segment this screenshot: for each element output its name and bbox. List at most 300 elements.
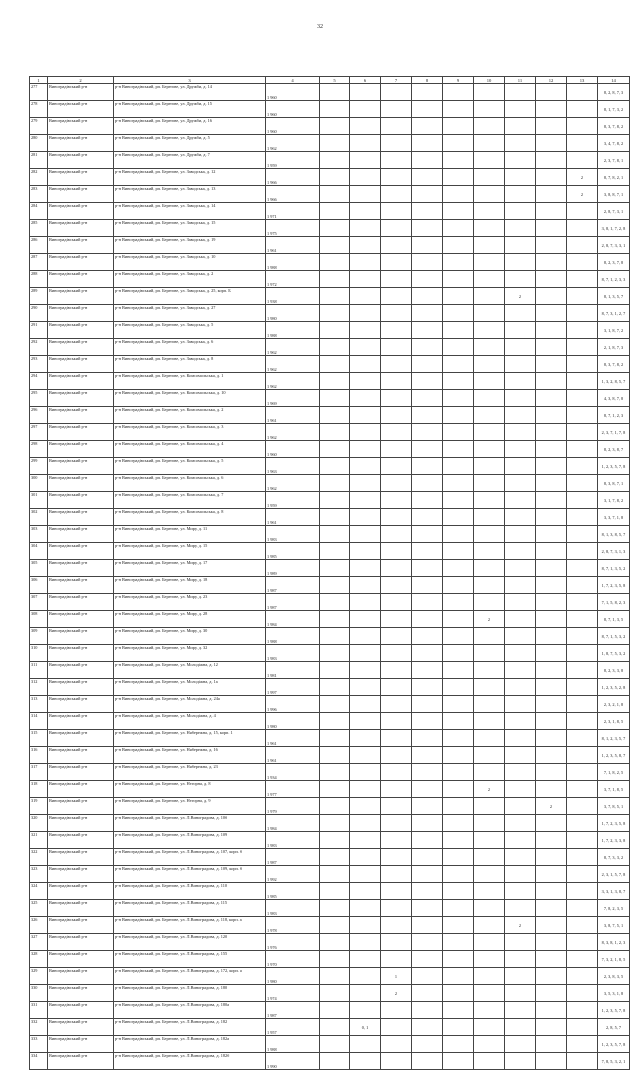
row-number: 328 xyxy=(30,951,48,968)
district-cell: Виноградівський р-н xyxy=(48,645,114,662)
col8-cell xyxy=(412,781,443,798)
col7-cell xyxy=(381,1002,412,1019)
row-number: 284 xyxy=(30,203,48,220)
col5-cell xyxy=(320,84,350,101)
col5-cell xyxy=(320,611,350,628)
district-cell: Виноградівський р-н xyxy=(48,832,114,849)
col7-cell xyxy=(381,815,412,832)
district-cell: Виноградівський р-н xyxy=(48,237,114,254)
col9-cell xyxy=(443,135,474,152)
col12-cell xyxy=(536,1019,567,1036)
year-cell: 1 992 xyxy=(266,866,320,883)
year-cell: 1 961 xyxy=(266,747,320,764)
table-row xyxy=(30,84,630,101)
code-cell: 8, 3, 8, 1, 2, 3 xyxy=(598,934,630,951)
col7-cell xyxy=(381,611,412,628)
col7-cell xyxy=(381,577,412,594)
row-number: 285 xyxy=(30,220,48,237)
table-row xyxy=(30,1002,630,1019)
col10-cell xyxy=(474,339,505,356)
code-cell: 1, 2, 3, 5, 7, 8 xyxy=(598,1036,630,1053)
col5-cell xyxy=(320,135,350,152)
col10-cell xyxy=(474,186,505,203)
row-number: 292 xyxy=(30,339,48,356)
year-cell: 1 987 xyxy=(266,594,320,611)
col8-cell xyxy=(412,339,443,356)
col12-cell xyxy=(536,220,567,237)
col13-cell xyxy=(567,322,598,339)
col9-cell xyxy=(443,390,474,407)
code-cell: 8, 1, 3, 5, 7 xyxy=(598,288,630,305)
col13-cell xyxy=(567,985,598,1002)
col10-cell xyxy=(474,764,505,781)
col5-cell xyxy=(320,679,350,696)
code-cell: 2, 1, 8, 7, 3 xyxy=(598,339,630,356)
col8-cell xyxy=(412,543,443,560)
col9-cell xyxy=(443,730,474,747)
col10-cell xyxy=(474,424,505,441)
col6-cell xyxy=(350,577,381,594)
address-cell: р-н Виноградівський, рп. Берегове, ул. Л.Виноградова, д. 107, корп. б xyxy=(114,849,266,866)
table-row xyxy=(30,543,630,560)
col11-cell xyxy=(505,305,536,322)
col12-cell xyxy=(536,662,567,679)
col9-cell xyxy=(443,186,474,203)
address-cell: р-н Виноградівський, рп. Берегове, ул. Л.Виноградова, д. 182б xyxy=(114,1053,266,1070)
code-cell: 2, 8, 7, 3, 3, 1 xyxy=(598,237,630,254)
code-cell: 3, 5, 3, 1, 8 xyxy=(598,985,630,1002)
year-cell: 1 985 xyxy=(266,883,320,900)
col8-cell xyxy=(412,424,443,441)
district-cell: Виноградівський р-н xyxy=(48,441,114,458)
col5-cell xyxy=(320,832,350,849)
col12-cell xyxy=(536,934,567,951)
year-cell: 1 988 xyxy=(266,322,320,339)
table-row xyxy=(30,492,630,509)
col10-cell xyxy=(474,985,505,1002)
col5-cell xyxy=(320,747,350,764)
code-cell: 3, 1, 8, 7, 2 xyxy=(598,322,630,339)
col8-cell xyxy=(412,594,443,611)
col10-cell xyxy=(474,560,505,577)
col13-cell xyxy=(567,645,598,662)
col5-cell xyxy=(320,1036,350,1053)
col8-cell xyxy=(412,951,443,968)
col11-cell xyxy=(505,118,536,135)
column-header-12: 12 xyxy=(536,77,567,84)
col6-cell xyxy=(350,747,381,764)
table-row xyxy=(30,526,630,543)
col5-cell xyxy=(320,560,350,577)
col9-cell xyxy=(443,203,474,220)
register-table xyxy=(29,76,630,1070)
col13-cell xyxy=(567,815,598,832)
code-cell: 7, 8, 5, 3, 2, 1 xyxy=(598,1053,630,1070)
year-cell: 1 966 xyxy=(266,186,320,203)
col13-cell xyxy=(567,662,598,679)
col6-cell xyxy=(350,373,381,390)
district-cell: Виноградівський р-н xyxy=(48,322,114,339)
col11-cell xyxy=(505,526,536,543)
col11-cell xyxy=(505,84,536,101)
col6-cell xyxy=(350,764,381,781)
col8-cell xyxy=(412,968,443,985)
col9-cell xyxy=(443,628,474,645)
address-cell: р-н Виноградівський, рп. Берегове, ул. Нєторна, д. 9 xyxy=(114,798,266,815)
col11-cell xyxy=(505,798,536,815)
col7-cell xyxy=(381,407,412,424)
col7-cell xyxy=(381,237,412,254)
year-cell: 1 971 xyxy=(266,203,320,220)
col10-cell xyxy=(474,798,505,815)
table-row xyxy=(30,679,630,696)
col6-cell xyxy=(350,492,381,509)
col11-cell xyxy=(505,832,536,849)
col10-cell xyxy=(474,407,505,424)
col12-cell xyxy=(536,373,567,390)
col12-cell xyxy=(536,730,567,747)
col13-cell xyxy=(567,883,598,900)
col7-cell xyxy=(381,696,412,713)
col7-cell xyxy=(381,1036,412,1053)
district-cell: Виноградівський р-н xyxy=(48,339,114,356)
col11-cell xyxy=(505,424,536,441)
col7-cell xyxy=(381,458,412,475)
year-cell: 1 980 xyxy=(266,713,320,730)
col10-cell xyxy=(474,645,505,662)
code-cell: 2, 3, 1, 5, 7, 8 xyxy=(598,866,630,883)
address-cell: р-н Виноградівський, рп. Берегове, ул. Л.Виноградова, д. 110 xyxy=(114,883,266,900)
col7-cell xyxy=(381,713,412,730)
col12-cell: 2 xyxy=(536,798,567,815)
table-row xyxy=(30,628,630,645)
col12-cell xyxy=(536,900,567,917)
code-cell: 8, 7, 1, 3, 5, 2 xyxy=(598,560,630,577)
col11-cell xyxy=(505,815,536,832)
col9-cell xyxy=(443,594,474,611)
table-row xyxy=(30,985,630,1002)
col12-cell xyxy=(536,305,567,322)
col13-cell xyxy=(567,849,598,866)
district-cell: Виноградівський р-н xyxy=(48,883,114,900)
code-cell: 1, 2, 3, 5, 7, 8 xyxy=(598,1002,630,1019)
table-row xyxy=(30,203,630,220)
district-cell: Виноградівський р-н xyxy=(48,373,114,390)
table-row xyxy=(30,1019,630,1036)
district-cell: Виноградівський р-н xyxy=(48,577,114,594)
address-cell: р-н Виноградівський, рп. Берегове, ул. Л.Виноградова, д. 118, корп. а xyxy=(114,917,266,934)
col7-cell xyxy=(381,305,412,322)
col5-cell xyxy=(320,101,350,118)
table-row xyxy=(30,118,630,135)
col10-cell xyxy=(474,1036,505,1053)
col12-cell xyxy=(536,815,567,832)
year-cell: 1 972 xyxy=(266,271,320,288)
col9-cell xyxy=(443,917,474,934)
row-number: 281 xyxy=(30,152,48,169)
district-cell: Виноградівський р-н xyxy=(48,815,114,832)
address-cell: р-н Виноградівський, рп. Берегове, ул. Дружби, д. 7 xyxy=(114,152,266,169)
col6-cell xyxy=(350,951,381,968)
col9-cell xyxy=(443,951,474,968)
col12-cell xyxy=(536,577,567,594)
code-cell: 8, 2, 8, 7, 3 xyxy=(598,84,630,101)
col5-cell xyxy=(320,849,350,866)
col12-cell xyxy=(536,509,567,526)
col7-cell xyxy=(381,424,412,441)
table-row xyxy=(30,594,630,611)
col6-cell xyxy=(350,220,381,237)
col13-cell: 2 xyxy=(567,186,598,203)
col6-cell xyxy=(350,713,381,730)
col8-cell xyxy=(412,220,443,237)
col6-cell xyxy=(350,1036,381,1053)
col12-cell xyxy=(536,645,567,662)
col8-cell xyxy=(412,237,443,254)
col5-cell xyxy=(320,645,350,662)
col11-cell xyxy=(505,934,536,951)
row-number: 293 xyxy=(30,356,48,373)
col9-cell xyxy=(443,101,474,118)
col5-cell xyxy=(320,934,350,951)
col9-cell xyxy=(443,373,474,390)
table-row xyxy=(30,1053,630,1070)
col7-cell xyxy=(381,951,412,968)
district-cell: Виноградівський р-н xyxy=(48,186,114,203)
column-header-6: 6 xyxy=(350,77,381,84)
col10-cell xyxy=(474,492,505,509)
col11-cell xyxy=(505,849,536,866)
col7-cell xyxy=(381,679,412,696)
col5-cell xyxy=(320,390,350,407)
row-number: 325 xyxy=(30,900,48,917)
row-number: 278 xyxy=(30,101,48,118)
col7-cell xyxy=(381,662,412,679)
address-cell: р-н Виноградівський, рп. Берегове, ул. Л.Виноградова, д. 115 xyxy=(114,900,266,917)
col13-cell xyxy=(567,203,598,220)
col13-cell xyxy=(567,458,598,475)
district-cell: Виноградівський р-н xyxy=(48,288,114,305)
code-cell: 3, 4, 7, 8, 2 xyxy=(598,135,630,152)
col9-cell xyxy=(443,1036,474,1053)
code-cell: 8, 3, 7, 8, 2 xyxy=(598,118,630,135)
col7-cell xyxy=(381,849,412,866)
district-cell: Виноградівський р-н xyxy=(48,713,114,730)
table-row xyxy=(30,1036,630,1053)
year-cell: 1 977 xyxy=(266,781,320,798)
address-cell: р-н Виноградівський, рп. Берегове, ул. Дружби, д. 16 xyxy=(114,118,266,135)
col9-cell xyxy=(443,577,474,594)
col12-cell xyxy=(536,560,567,577)
col12-cell xyxy=(536,594,567,611)
table-row xyxy=(30,322,630,339)
col6-cell xyxy=(350,288,381,305)
district-cell: Виноградівський р-н xyxy=(48,118,114,135)
district-cell: Виноградівський р-н xyxy=(48,305,114,322)
row-number: 304 xyxy=(30,543,48,560)
district-cell: Виноградівський р-н xyxy=(48,407,114,424)
col5-cell xyxy=(320,781,350,798)
col8-cell xyxy=(412,611,443,628)
col12-cell xyxy=(536,1036,567,1053)
code-cell: 8, 2, 3, 8, 7 xyxy=(598,441,630,458)
col8-cell xyxy=(412,441,443,458)
col5-cell xyxy=(320,373,350,390)
year-cell: 1 962 xyxy=(266,424,320,441)
col13-cell xyxy=(567,271,598,288)
col8-cell xyxy=(412,390,443,407)
col13-cell xyxy=(567,577,598,594)
col6-cell xyxy=(350,237,381,254)
column-header-9: 9 xyxy=(443,77,474,84)
col9-cell xyxy=(443,645,474,662)
year-cell: 1 983 xyxy=(266,526,320,543)
col6-cell xyxy=(350,645,381,662)
col5-cell xyxy=(320,628,350,645)
col13-cell xyxy=(567,968,598,985)
col13-cell xyxy=(567,84,598,101)
col8-cell xyxy=(412,713,443,730)
col6-cell xyxy=(350,475,381,492)
year-cell: 1 962 xyxy=(266,356,320,373)
row-number: 330 xyxy=(30,985,48,1002)
col7-cell xyxy=(381,152,412,169)
col10-cell xyxy=(474,1053,505,1070)
row-number: 306 xyxy=(30,577,48,594)
col9-cell xyxy=(443,271,474,288)
col9-cell xyxy=(443,543,474,560)
col5-cell xyxy=(320,662,350,679)
col11-cell xyxy=(505,475,536,492)
col9-cell xyxy=(443,220,474,237)
year-cell: 1 987 xyxy=(266,1002,320,1019)
col6-cell xyxy=(350,305,381,322)
col7-cell: 1 xyxy=(381,968,412,985)
col10-cell xyxy=(474,968,505,985)
col8-cell xyxy=(412,679,443,696)
table-row xyxy=(30,730,630,747)
code-cell: 2, 8, 5, 7 xyxy=(598,1019,630,1036)
col8-cell xyxy=(412,1036,443,1053)
address-cell: р-н Виноградівський, рп. Берегове, ул. Молодіжна, д. 1а xyxy=(114,679,266,696)
col6-cell xyxy=(350,152,381,169)
col7-cell xyxy=(381,747,412,764)
col8-cell xyxy=(412,866,443,883)
year-cell: 1 938 xyxy=(266,288,320,305)
table-row xyxy=(30,101,630,118)
col11-cell xyxy=(505,951,536,968)
col8-cell xyxy=(412,730,443,747)
col9-cell xyxy=(443,696,474,713)
col8-cell xyxy=(412,492,443,509)
table-row xyxy=(30,458,630,475)
col7-cell xyxy=(381,475,412,492)
col5-cell xyxy=(320,968,350,985)
row-number: 290 xyxy=(30,305,48,322)
address-cell: р-н Виноградівський, рп. Берегове, ул. Комсомольська, д. 7 xyxy=(114,492,266,509)
col7-cell xyxy=(381,101,412,118)
col6-cell xyxy=(350,611,381,628)
col13-cell xyxy=(567,356,598,373)
row-number: 282 xyxy=(30,169,48,186)
table-row xyxy=(30,849,630,866)
col12-cell xyxy=(536,747,567,764)
col6-cell xyxy=(350,407,381,424)
col9-cell xyxy=(443,798,474,815)
code-cell: 2, 3, 7, 8, 1 xyxy=(598,152,630,169)
col12-cell xyxy=(536,543,567,560)
district-cell: Виноградівський р-н xyxy=(48,526,114,543)
table-row xyxy=(30,169,630,186)
table-row xyxy=(30,288,630,305)
row-number: 313 xyxy=(30,696,48,713)
year-cell: 1 983 xyxy=(266,900,320,917)
address-cell: р-н Виноградівський, рп. Берегове, ул. Миру, д. 23 xyxy=(114,594,266,611)
district-cell: Виноградівський р-н xyxy=(48,866,114,883)
col9-cell xyxy=(443,1002,474,1019)
col13-cell xyxy=(567,339,598,356)
col7-cell xyxy=(381,628,412,645)
table-row xyxy=(30,407,630,424)
code-cell: 3, 1, 7, 8, 2 xyxy=(598,492,630,509)
table-row xyxy=(30,917,630,934)
col9-cell xyxy=(443,883,474,900)
col6-cell xyxy=(350,118,381,135)
col12-cell xyxy=(536,866,567,883)
col5-cell xyxy=(320,815,350,832)
col12-cell xyxy=(536,679,567,696)
col13-cell xyxy=(567,101,598,118)
col12-cell xyxy=(536,135,567,152)
district-cell: Виноградівський р-н xyxy=(48,220,114,237)
address-cell: р-н Виноградівський, рп. Берегове, ул. Нябережна, д. 15, корп. 1 xyxy=(114,730,266,747)
year-cell: 1 960 xyxy=(266,101,320,118)
col7-cell xyxy=(381,730,412,747)
col7-cell xyxy=(381,339,412,356)
col9-cell xyxy=(443,322,474,339)
col11-cell xyxy=(505,543,536,560)
col11-cell xyxy=(505,1002,536,1019)
code-cell: 1, 7, 2, 3, 5, 8 xyxy=(598,815,630,832)
col8-cell xyxy=(412,832,443,849)
col8-cell xyxy=(412,662,443,679)
district-cell: Виноградівський р-н xyxy=(48,781,114,798)
col11-cell xyxy=(505,968,536,985)
district-cell: Виноградівський р-н xyxy=(48,764,114,781)
table-row xyxy=(30,883,630,900)
col9-cell xyxy=(443,84,474,101)
col6-cell xyxy=(350,356,381,373)
col8-cell xyxy=(412,560,443,577)
code-cell: 8, 7, 1, 5, 3, 2 xyxy=(598,628,630,645)
row-number: 312 xyxy=(30,679,48,696)
col12-cell xyxy=(536,832,567,849)
col8-cell xyxy=(412,747,443,764)
col10-cell xyxy=(474,832,505,849)
col6-cell xyxy=(350,985,381,1002)
code-cell: 8, 2, 3, 7, 8 xyxy=(598,254,630,271)
col11-cell xyxy=(505,356,536,373)
address-cell: р-н Виноградівський, рп. Берегове, ул. Л.Виноградова, д. 109, корп. б xyxy=(114,866,266,883)
col5-cell xyxy=(320,1019,350,1036)
col12-cell xyxy=(536,526,567,543)
col6-cell xyxy=(350,390,381,407)
col10-cell xyxy=(474,220,505,237)
address-cell: р-н Виноградівський, рп. Берегове, ул. Миру, д. 11 xyxy=(114,526,266,543)
col8-cell xyxy=(412,526,443,543)
address-cell: р-н Виноградівський, рп. Берегове, ул. Заводська, д. 6 xyxy=(114,339,266,356)
col12-cell xyxy=(536,152,567,169)
